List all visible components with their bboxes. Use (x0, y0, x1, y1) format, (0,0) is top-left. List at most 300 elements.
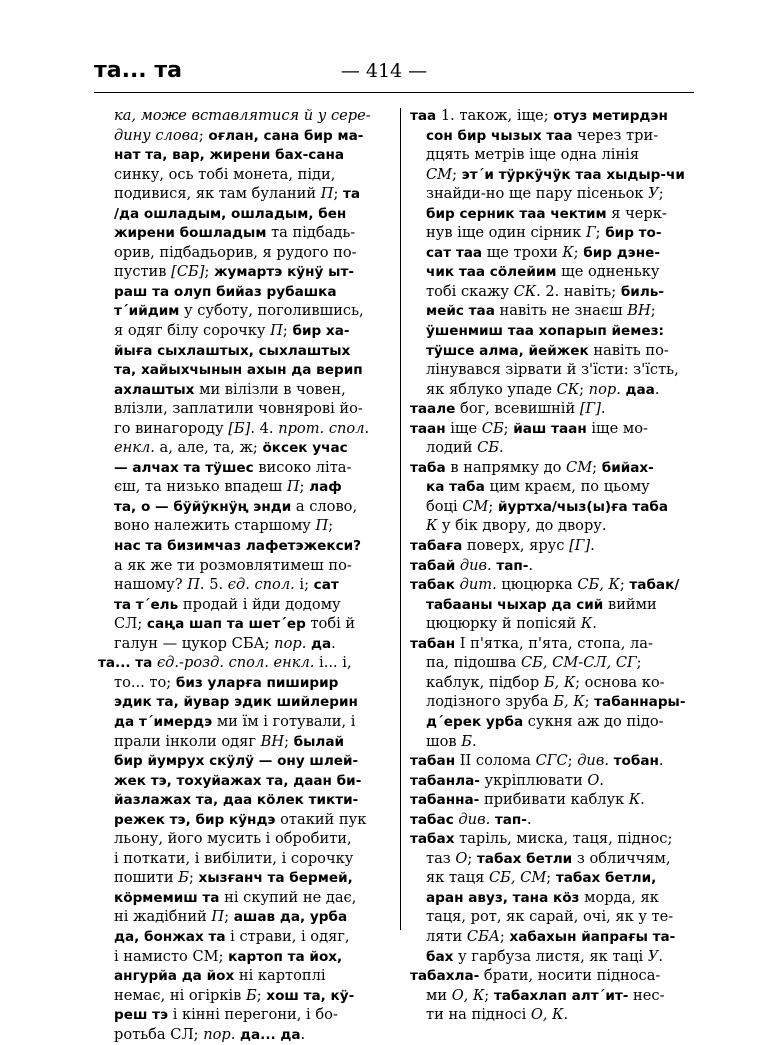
body-text: . (600, 400, 606, 418)
text-line (98, 1025, 394, 1045)
text-line (410, 986, 698, 1006)
text-line (410, 399, 698, 419)
text-line (410, 966, 698, 986)
italic-text: СК (556, 380, 580, 398)
text-line (410, 126, 698, 146)
body-text: у гарбуза листя, як таці (453, 947, 648, 965)
headword-text: йаш таан (513, 420, 587, 437)
text-line (410, 419, 698, 439)
italic-text: ВН (627, 302, 651, 320)
headword-text: аран авуз, тана кöз (426, 889, 580, 906)
text-line (410, 516, 698, 536)
body-text: цюцюрку й попісяй (426, 615, 581, 633)
body-text: го винагороду (114, 419, 229, 437)
italic-text: Г (585, 224, 596, 242)
headword-text: табай (410, 557, 456, 574)
text-line (98, 341, 394, 361)
headword-text: табаннары- (594, 694, 686, 711)
text-line (410, 438, 698, 458)
body-text: у суботу, поголившись, (179, 302, 364, 320)
headword-text: та... та (98, 655, 153, 672)
headword-text: табах (410, 831, 455, 848)
headword-text: табаға (410, 538, 463, 555)
body-text: . (654, 380, 660, 398)
text-line (410, 184, 698, 204)
body-text: . 4. (250, 419, 279, 437)
italic-text: СМ (426, 165, 453, 183)
text-line (98, 301, 394, 321)
headword-text: кöрмемиш та (114, 889, 220, 906)
header-rule (94, 92, 694, 93)
text-line (410, 614, 698, 634)
body-text: ми (426, 986, 452, 1004)
column-divider (400, 108, 401, 930)
headword-text: табах бетли, (555, 870, 657, 887)
text-line (410, 868, 698, 888)
body-text: і; (294, 576, 314, 594)
text-line (98, 653, 394, 673)
body-text: ; (573, 243, 584, 261)
headword-text: табанна- (410, 792, 480, 809)
italic-text: [СБ] (171, 263, 205, 281)
right-column (410, 106, 698, 1025)
headword-text: сон бир чызых таа (426, 127, 573, 144)
body-text: і страви, і одяг, (225, 927, 350, 945)
text-line (410, 790, 698, 810)
text-line (98, 986, 394, 1006)
text-line (410, 536, 698, 556)
text-line (98, 458, 394, 478)
headword-text: бир серник таа чектим (426, 205, 607, 222)
body-text: ; (499, 927, 510, 945)
body-text: лінувався зірвати й з'їсти: з'їсть, (426, 361, 679, 379)
body-text: ні картоплі (234, 967, 326, 985)
text-line (410, 458, 698, 478)
body-text: ; (204, 263, 214, 281)
body-text: ротьба СЛ; (114, 1025, 204, 1043)
text-line (98, 966, 394, 986)
headword-text: нат та, вар, жирени бах-сана (114, 147, 345, 164)
body-text: лодий (426, 439, 478, 457)
body-text: ; (636, 654, 642, 672)
body-text: ; (188, 869, 199, 887)
body-text: . (499, 439, 504, 457)
headword-text: режек тэ, бир кӱндэ (114, 811, 276, 828)
italic-text: К (628, 791, 641, 809)
body-text: лодізного зруба (426, 693, 554, 711)
text-line (98, 790, 394, 810)
body-text: у бік двору, до двору. (437, 517, 607, 535)
headword-text: хош та, кӱ- (266, 987, 355, 1004)
body-text: як яблуко упаде (426, 380, 557, 398)
text-line (98, 829, 394, 849)
text-line (410, 673, 698, 693)
headword-text: да, бонжах та (114, 928, 226, 945)
headword-text: картоп та йох, (228, 948, 343, 965)
body-text: ; (503, 419, 514, 437)
body-text: я черк- (606, 204, 667, 222)
body-text: іще мо- (586, 419, 648, 437)
body-text: . 5. (199, 576, 228, 594)
text-line (410, 927, 698, 947)
body-text: ще трохи (482, 243, 563, 261)
italic-text: див. (577, 752, 609, 770)
text-line (410, 692, 698, 712)
text-line (98, 888, 394, 908)
text-line (98, 321, 394, 341)
text-line (410, 262, 698, 282)
text-line (98, 204, 394, 224)
text-line (410, 732, 698, 752)
text-line (98, 106, 394, 126)
headword-text: отуз метирдэн (553, 108, 668, 124)
italic-text: К (562, 243, 574, 261)
body-text: навіть не знаєш (494, 302, 628, 320)
text-line (98, 907, 394, 927)
headword-text: ангурйа да йох (114, 968, 235, 985)
body-text: ще одненьку (556, 263, 660, 281)
text-line (410, 145, 698, 165)
body-text: дцять метрів іще одна лінія (426, 146, 640, 164)
headword-text: сат (313, 577, 339, 594)
body-text: ми вілізли в човен, (194, 380, 346, 398)
body-text: сукня аж до підо- (523, 712, 664, 730)
body-text: ; (198, 126, 209, 144)
text-line (410, 810, 698, 830)
body-text: єш, та низько впадеш (114, 478, 287, 496)
text-line (98, 751, 394, 771)
headword-text: сат таа (426, 244, 483, 261)
body-text: цим краєм, по цьому (484, 478, 650, 496)
body-text: я одяг білу сорочку (114, 322, 271, 340)
body-text: . (300, 1025, 306, 1043)
text-line (98, 771, 394, 791)
italic-text: пор. (588, 380, 621, 398)
running-head: та... та (94, 58, 182, 83)
body-text: боці (426, 497, 463, 515)
text-line (98, 419, 394, 439)
text-line (98, 868, 394, 888)
text-line (98, 145, 394, 165)
body-text: та підбадь- (266, 224, 356, 242)
text-line (98, 438, 394, 458)
body-text: прибивати каблук (479, 791, 629, 809)
headword-text: нас та бизимчаз лафетэжекси? (114, 538, 362, 555)
headword-text: раш та олуп бийаз рубашка (114, 283, 337, 300)
headword-text: бир дэне- (583, 244, 660, 261)
body-text: подивися, як там буланий (114, 185, 321, 203)
body-text: а слово, (291, 497, 358, 515)
body-text: нашому? (114, 576, 188, 594)
italic-text: О (455, 849, 468, 867)
headword-text: та т´ель (114, 596, 179, 613)
headword-text: таале (410, 401, 456, 418)
body-text: немає, ні огірків (114, 986, 246, 1004)
body-text: тобі й (305, 615, 356, 633)
body-text: продай і йди додому (178, 595, 341, 613)
headword-text: таан (410, 420, 446, 437)
body-text: бог, всевишній (455, 400, 580, 418)
body-text: і поткати, і вибілити, і сорочку (114, 849, 354, 867)
body-text: ; (467, 849, 477, 867)
headword-text: да (310, 635, 332, 652)
body-text: галун — цукор СБА; (114, 634, 275, 652)
italic-text: СБ (481, 419, 504, 437)
text-line (98, 536, 394, 556)
text-line (98, 634, 394, 654)
body-text: ; (584, 693, 595, 711)
italic-text: СК (513, 282, 537, 300)
body-text: з обличчям, (572, 849, 671, 867)
text-line (410, 947, 698, 967)
body-text: ; (546, 869, 556, 887)
text-line (98, 165, 394, 185)
body-text: то... то; (114, 673, 176, 691)
body-text: укріплювати (479, 771, 588, 789)
body-text: таця, рот, як сарай, очі, як у те- (426, 908, 674, 926)
body-text: навіть по- (588, 341, 669, 359)
body-text: а як же ти розмовлятимеш по- (114, 556, 352, 574)
italic-text: Б, К (543, 673, 576, 691)
body-text: . (592, 615, 597, 633)
italic-text: дину слова (114, 126, 199, 144)
text-line (98, 692, 394, 712)
text-line (98, 595, 394, 615)
italic-text: пор. (274, 634, 307, 652)
headword-text: ахлаштых (114, 381, 195, 398)
body-text: морда, як (579, 888, 659, 906)
text-line (98, 732, 394, 752)
italic-text: див. (459, 556, 492, 574)
body-text: тобі скажу (426, 282, 514, 300)
text-line (410, 223, 698, 243)
body-text: ; (619, 576, 630, 594)
italic-text: Б (178, 869, 189, 887)
headword-text: йыға сыхлаштых, сыхлаштых (114, 342, 351, 359)
text-line (98, 262, 394, 282)
italic-text: Б (461, 732, 472, 750)
italic-text: СБ, СМ (488, 869, 547, 887)
body-text: . (658, 947, 664, 965)
body-text: ; (299, 478, 310, 496)
headword-text: бийах- (601, 459, 654, 476)
body-text: через три- (572, 126, 659, 144)
headword-text: таа (410, 108, 437, 124)
headword-text: табахла- (410, 968, 480, 985)
headword-text: даа (625, 381, 655, 398)
text-line (98, 477, 394, 497)
headword-text: бах (426, 948, 454, 965)
text-line (410, 321, 698, 341)
italic-text: СБ, К (577, 576, 620, 594)
headword-text: бир то- (605, 225, 662, 242)
headword-text: лаф (309, 479, 342, 496)
body-text: ; (328, 517, 334, 535)
text-line (410, 380, 698, 400)
body-text: як таця (426, 869, 489, 887)
headword-text: эт´и тӱркӱчӱк таа хыдыр-чи (461, 166, 685, 183)
text-line (410, 849, 698, 869)
body-text: влізли, заплатили човнярові йо- (114, 400, 363, 418)
italic-text: У (648, 185, 659, 203)
headword-text: табанла- (410, 772, 480, 789)
italic-text: [Б] (228, 419, 251, 437)
headword-text: öксек учас (262, 440, 348, 457)
body-text: . (526, 810, 532, 828)
italic-text: СМ (462, 497, 489, 515)
text-line (410, 751, 698, 771)
headword-text: оғлан, сана бир ма- (208, 127, 364, 144)
body-text: ; (650, 302, 656, 320)
body-text: і намисто СМ; (114, 947, 229, 965)
body-text: таз (426, 849, 456, 867)
italic-text: ВН (260, 732, 285, 750)
text-line (98, 360, 394, 380)
text-line (98, 810, 394, 830)
body-text: нув іще один сірник (426, 224, 586, 242)
text-line (98, 399, 394, 419)
text-line (410, 634, 698, 654)
headword-text: хабахын йапрағы та- (509, 928, 676, 945)
text-line (98, 849, 394, 869)
headword-text: бир ха- (292, 323, 350, 340)
text-line (410, 1005, 698, 1025)
body-text: ; (484, 986, 494, 1004)
body-text: прали інколи одяг (114, 732, 261, 750)
headword-text: та (343, 186, 361, 203)
headword-text: саңа шап та шет´ер (146, 616, 306, 633)
body-text: 1. також, іще; (436, 107, 554, 124)
italic-text: П (187, 576, 200, 594)
italic-text: СГС (535, 752, 568, 770)
italic-text: П (211, 908, 225, 926)
text-line (410, 243, 698, 263)
italic-text: [Г] (579, 400, 601, 418)
headword-text: мейс таа (426, 303, 495, 320)
text-line (410, 556, 698, 576)
text-line (98, 673, 394, 693)
text-line (410, 653, 698, 673)
body-text: . (471, 732, 477, 750)
body-text: а, але, та, ж; (154, 439, 263, 457)
headword-text: эдик та, йувар эдик шийлерин (114, 694, 358, 711)
body-text: I п'ятка, п'ята, стопа, ла- (455, 634, 653, 652)
body-text: ні скупий не дає, (219, 888, 357, 906)
headword-text: д´ерек урба (426, 713, 524, 730)
body-text: . (590, 537, 595, 555)
italic-text: СБ (477, 439, 500, 457)
headword-text: йуртха/чыз(ы)ға таба (497, 498, 669, 515)
headword-text: да... да (240, 1026, 301, 1043)
headword-text: йазлажах та, даа кöлек тикти- (114, 792, 359, 809)
body-text: льону, його мусить і обробити, (114, 830, 352, 848)
text-line (98, 575, 394, 595)
body-text: ; (579, 380, 589, 398)
body-text: отакий пук (275, 810, 367, 828)
headword-text: /да ошладым, ошладым, бен (114, 205, 347, 222)
text-line (410, 360, 698, 380)
headword-text: ка таба (426, 479, 485, 496)
body-text: ти на підносі (426, 1006, 531, 1024)
body-text: орив, підбадьорив, я рудого по- (114, 243, 357, 261)
text-line (98, 126, 394, 146)
body-text: СЛ; (114, 615, 147, 633)
headword-text: чик таа сöлейим (426, 264, 557, 281)
headword-text: тап- (494, 811, 527, 828)
italic-text: СБ, СМ-СЛ, СГ (521, 654, 637, 672)
italic-text: див. (458, 810, 491, 828)
text-line (410, 282, 698, 302)
italic-text: Б, К (553, 693, 585, 711)
headword-text: хызғанч та бермей, (198, 870, 353, 887)
text-line (98, 497, 394, 517)
body-text: . 2. навіть; (536, 282, 621, 300)
italic-text: енкл. (114, 439, 155, 457)
body-text: ; (567, 752, 578, 770)
italic-text: прот. спол. (278, 419, 370, 437)
body-text: ; (224, 908, 234, 926)
text-line (410, 575, 698, 595)
italic-text: К (426, 517, 438, 535)
body-text: пошити (114, 869, 179, 887)
headword-text: табан (410, 635, 456, 652)
text-line (98, 282, 394, 302)
text-line (98, 380, 394, 400)
headword-text: табах бетли (476, 850, 573, 867)
headword-text: табак (410, 577, 455, 594)
headword-text: жирени бошладым (114, 225, 267, 242)
text-line (98, 947, 394, 967)
body-text: вийми (603, 595, 657, 613)
italic-text: П (320, 185, 334, 203)
body-text: синку, ось тобі монета, піди, (114, 165, 336, 183)
body-text: шов (426, 732, 462, 750)
headword-text: та, хайыхчынын ахын да верип (114, 362, 363, 379)
body-text: ; (452, 165, 462, 183)
body-text: па, підошва (426, 654, 521, 672)
italic-text: П (286, 478, 300, 496)
headword-text: жек тэ, тохуйажах та, даан би- (114, 772, 362, 789)
body-text: ; (333, 185, 344, 203)
headword-text: да т´имердэ (114, 713, 213, 730)
italic-text: ка, може вставлятися й у сере- (114, 107, 371, 124)
text-line (98, 712, 394, 732)
headword-text: табан (410, 753, 456, 770)
body-text: іще (445, 419, 482, 437)
italic-text: П (270, 322, 283, 340)
body-text: в напрямку до (445, 458, 567, 476)
text-line (98, 614, 394, 634)
headword-text: биль- (620, 283, 665, 300)
body-text: ; (488, 497, 498, 515)
body-text: каблук, підбор (426, 673, 544, 691)
body-text: нес- (628, 986, 665, 1004)
headword-text: ашав да, урба (233, 909, 348, 926)
italic-text: К (580, 615, 593, 633)
headword-text: табас (410, 811, 454, 828)
headword-text: табааны чыхар да сий (426, 596, 604, 613)
body-text: поверх, ярус (462, 537, 570, 555)
body-text: і кінні перегони, і бо- (168, 1006, 338, 1024)
text-line (410, 477, 698, 497)
body-text: знайди-но ще пару пісеньок (426, 185, 649, 203)
body-text: ; (256, 986, 267, 1004)
text-line (98, 223, 394, 243)
text-line (98, 927, 394, 947)
text-line (410, 301, 698, 321)
italic-text: П (315, 517, 329, 535)
italic-text: дит. (459, 576, 497, 594)
